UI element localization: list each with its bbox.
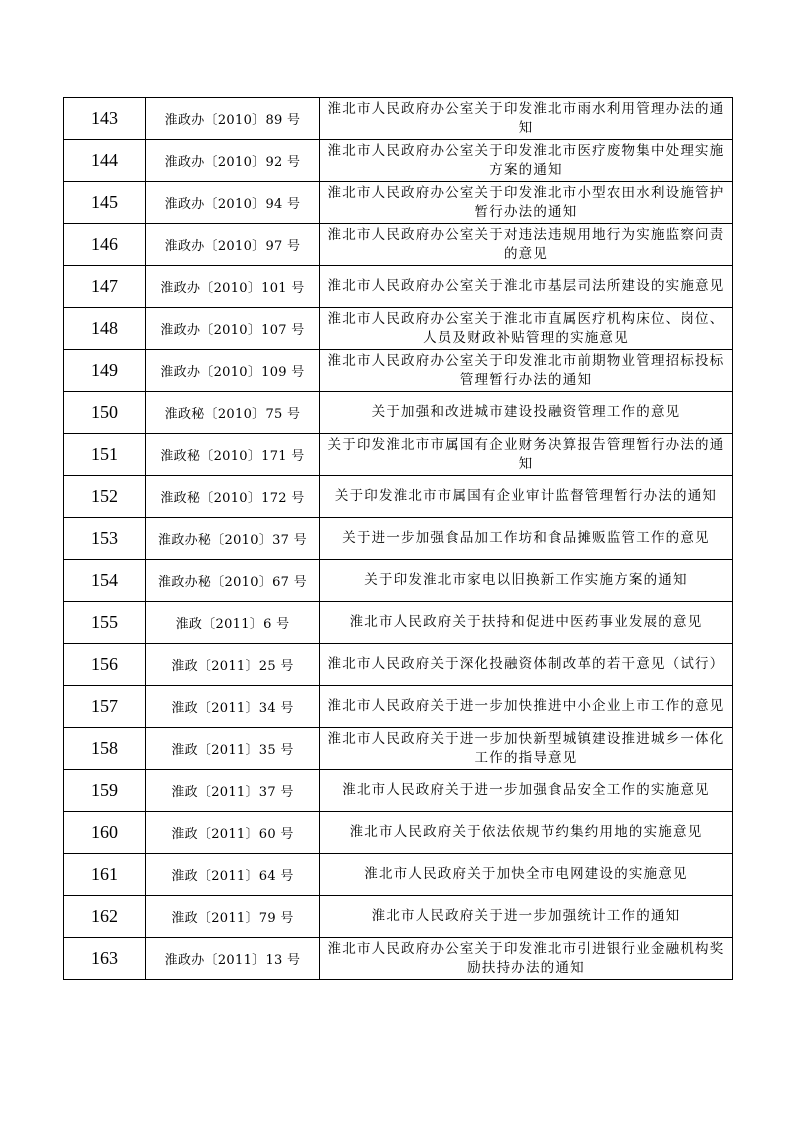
- document-number: 淮政办〔2010〕97 号: [146, 224, 320, 266]
- document-number: 淮政〔2011〕64 号: [146, 854, 320, 896]
- row-number: 151: [64, 434, 146, 476]
- document-title: 淮北市人民政府办公室关于印发淮北市前期物业管理招标投标管理暂行办法的通知: [320, 350, 733, 392]
- document-title: 淮北市人民政府关于进一步加快新型城镇建设推进城乡一体化工作的指导意见: [320, 728, 733, 770]
- document-number: 淮政秘〔2010〕172 号: [146, 476, 320, 518]
- table-row: [64, 686, 733, 728]
- document-title: 关于印发淮北市家电以旧换新工作实施方案的通知: [320, 560, 733, 602]
- table-row: [64, 392, 733, 434]
- document-number: 淮政〔2011〕34 号: [146, 686, 320, 728]
- table-row: [64, 560, 733, 602]
- row-number: 152: [64, 476, 146, 518]
- document-title: 淮北市人民政府关于依法依规节约集约用地的实施意见: [320, 812, 733, 854]
- table-row: [64, 728, 733, 770]
- document-number: 淮政〔2011〕79 号: [146, 896, 320, 938]
- row-number: 159: [64, 770, 146, 812]
- document-title: 淮北市人民政府关于进一步加强食品安全工作的实施意见: [320, 770, 733, 812]
- document-number: 淮政办〔2010〕92 号: [146, 140, 320, 182]
- table-row: [64, 644, 733, 686]
- table-row: [64, 350, 733, 392]
- row-number: 145: [64, 182, 146, 224]
- row-number: 160: [64, 812, 146, 854]
- document-number: 淮政〔2011〕6 号: [146, 602, 320, 644]
- document-title: 关于印发淮北市市属国有企业审计监督管理暂行办法的通知: [320, 476, 733, 518]
- document-title: 淮北市人民政府办公室关于淮北市直属医疗机构床位、岗位、人员及财政补贴管理的实施意见: [320, 308, 733, 350]
- document-title: 淮北市人民政府关于加快全市电网建设的实施意见: [320, 854, 733, 896]
- row-number: 143: [64, 98, 146, 140]
- row-number: 153: [64, 518, 146, 560]
- row-number: 156: [64, 644, 146, 686]
- document-number: 淮政秘〔2010〕171 号: [146, 434, 320, 476]
- document-number: 淮政〔2011〕35 号: [146, 728, 320, 770]
- table-row: [64, 98, 733, 140]
- document-title: 关于进一步加强食品加工作坊和食品摊贩监管工作的意见: [320, 518, 733, 560]
- document-number: 淮政〔2011〕60 号: [146, 812, 320, 854]
- table-row: [64, 266, 733, 308]
- document-number: 淮政〔2011〕37 号: [146, 770, 320, 812]
- document-number: 淮政办〔2010〕94 号: [146, 182, 320, 224]
- document-number: 淮政办秘〔2010〕67 号: [146, 560, 320, 602]
- document-title: 淮北市人民政府办公室关于印发淮北市医疗废物集中处理实施方案的通知: [320, 140, 733, 182]
- document-table: [63, 97, 733, 980]
- table-row: [64, 896, 733, 938]
- row-number: 147: [64, 266, 146, 308]
- document-number: 淮政办秘〔2010〕37 号: [146, 518, 320, 560]
- document-number: 淮政秘〔2010〕75 号: [146, 392, 320, 434]
- table-row: [64, 308, 733, 350]
- table-row: [64, 770, 733, 812]
- document-number: 淮政办〔2010〕101 号: [146, 266, 320, 308]
- row-number: 148: [64, 308, 146, 350]
- document-title: 关于印发淮北市市属国有企业财务决算报告管理暂行办法的通知: [320, 434, 733, 476]
- row-number: 158: [64, 728, 146, 770]
- row-number: 149: [64, 350, 146, 392]
- document-title: 淮北市人民政府办公室关于印发淮北市小型农田水利设施管护暂行办法的通知: [320, 182, 733, 224]
- table-row: [64, 518, 733, 560]
- row-number: 144: [64, 140, 146, 182]
- table-row: [64, 476, 733, 518]
- table-row: [64, 140, 733, 182]
- table-row: [64, 938, 733, 980]
- row-number: 155: [64, 602, 146, 644]
- row-number: 157: [64, 686, 146, 728]
- document-number: 淮政办〔2010〕107 号: [146, 308, 320, 350]
- table-body: [64, 98, 733, 980]
- document-title: 淮北市人民政府办公室关于印发淮北市引进银行业金融机构奖励扶持办法的通知: [320, 938, 733, 980]
- document-title: 关于加强和改进城市建设投融资管理工作的意见: [320, 392, 733, 434]
- row-number: 162: [64, 896, 146, 938]
- row-number: 161: [64, 854, 146, 896]
- table-row: [64, 224, 733, 266]
- row-number: 150: [64, 392, 146, 434]
- table-row: [64, 854, 733, 896]
- document-title: 淮北市人民政府关于深化投融资体制改革的若干意见（试行）: [320, 644, 733, 686]
- row-number: 154: [64, 560, 146, 602]
- document-title: 淮北市人民政府办公室关于对违法违规用地行为实施监察问责的意见: [320, 224, 733, 266]
- table-row: [64, 602, 733, 644]
- document-title: 淮北市人民政府关于扶持和促进中医药事业发展的意见: [320, 602, 733, 644]
- document-number: 淮政办〔2010〕89 号: [146, 98, 320, 140]
- document-number: 淮政办〔2010〕109 号: [146, 350, 320, 392]
- document-title: 淮北市人民政府办公室关于淮北市基层司法所建设的实施意见: [320, 266, 733, 308]
- document-title: 淮北市人民政府办公室关于印发淮北市雨水利用管理办法的通知: [320, 98, 733, 140]
- document-title: 淮北市人民政府关于进一步加快推进中小企业上市工作的意见: [320, 686, 733, 728]
- row-number: 163: [64, 938, 146, 980]
- row-number: 146: [64, 224, 146, 266]
- document-number: 淮政〔2011〕25 号: [146, 644, 320, 686]
- table-row: [64, 182, 733, 224]
- document-title: 淮北市人民政府关于进一步加强统计工作的通知: [320, 896, 733, 938]
- table-row: [64, 812, 733, 854]
- table-row: [64, 434, 733, 476]
- document-number: 淮政办〔2011〕13 号: [146, 938, 320, 980]
